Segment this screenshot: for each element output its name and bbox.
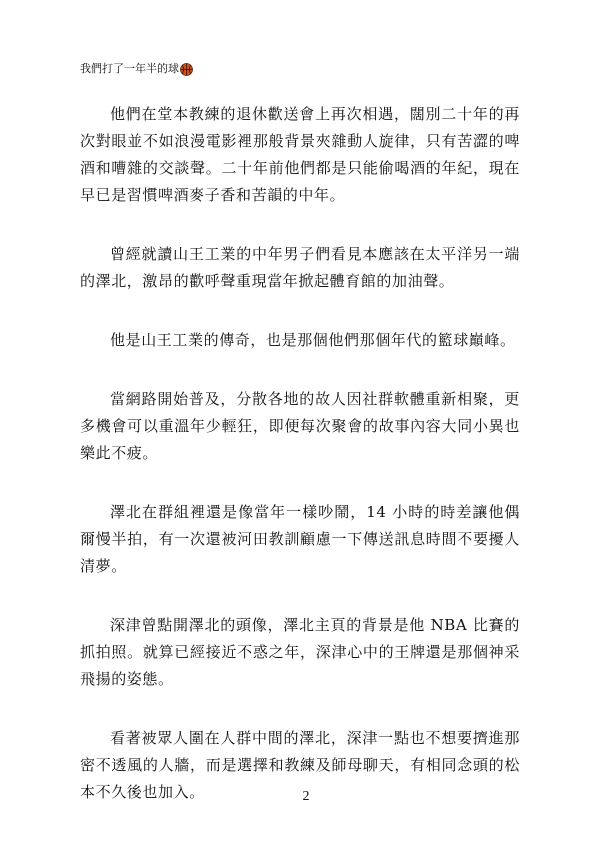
- paragraph-3: 他是山王工業的傳奇，也是那個他們那個年代的籃球巔峰。: [110, 331, 516, 349]
- paragraph-5: 澤北在群組裡還是像當年一樣吵鬧，14 小時的時差讓他偶爾慢半拍，有一次還被河田教訓顧慮一下傳送訊息時間不要擾人清夢。: [80, 503, 520, 575]
- header-title: 我們打了一年半的球: [80, 62, 179, 75]
- paragraph-7: 看著被眾人圍在人群中間的澤北，深津一點也不想要擠進那密不透風的人牆，而是選擇和教練及師母聊天，有相同念頭的松本不久後也加入。: [80, 729, 520, 801]
- page-number: 2: [302, 789, 310, 804]
- basketball-icon: [180, 63, 193, 76]
- paragraph-6: 深津曾點開澤北的頭像，澤北主頁的背景是他 NBA 比賽的抓拍照。就算已經接近不惑之年，深津心中的王牌還是那個神采飛揚的姿態。: [80, 616, 520, 688]
- body-text: [80, 101, 520, 838]
- running-header: [80, 62, 193, 76]
- paragraph-1: 他們在堂本教練的退休歡送會上再次相遇，闊別二十年的再次對眼並不如浪漫電影裡那般背景夾雜動人旋律，只有苦澀的啤酒和嘈雜的交談聲。二十年前他們都是只能偷喝酒的年紀，現在早已是習慣啤酒麥子香和苦韻的中年。: [80, 105, 520, 204]
- paragraph-2: 曾經就讀山王工業的中年男子們看見本應該在太平洋另一端的澤北，激昂的歡呼聲重現當年掀起體育館的加油聲。: [80, 245, 520, 290]
- paragraph-4: 當網路開始普及，分散各地的故人因社群軟體重新相聚，更多機會可以重溫年少輕狂，即便每次聚會的故事內容大同小異也樂此不疲。: [80, 390, 520, 462]
